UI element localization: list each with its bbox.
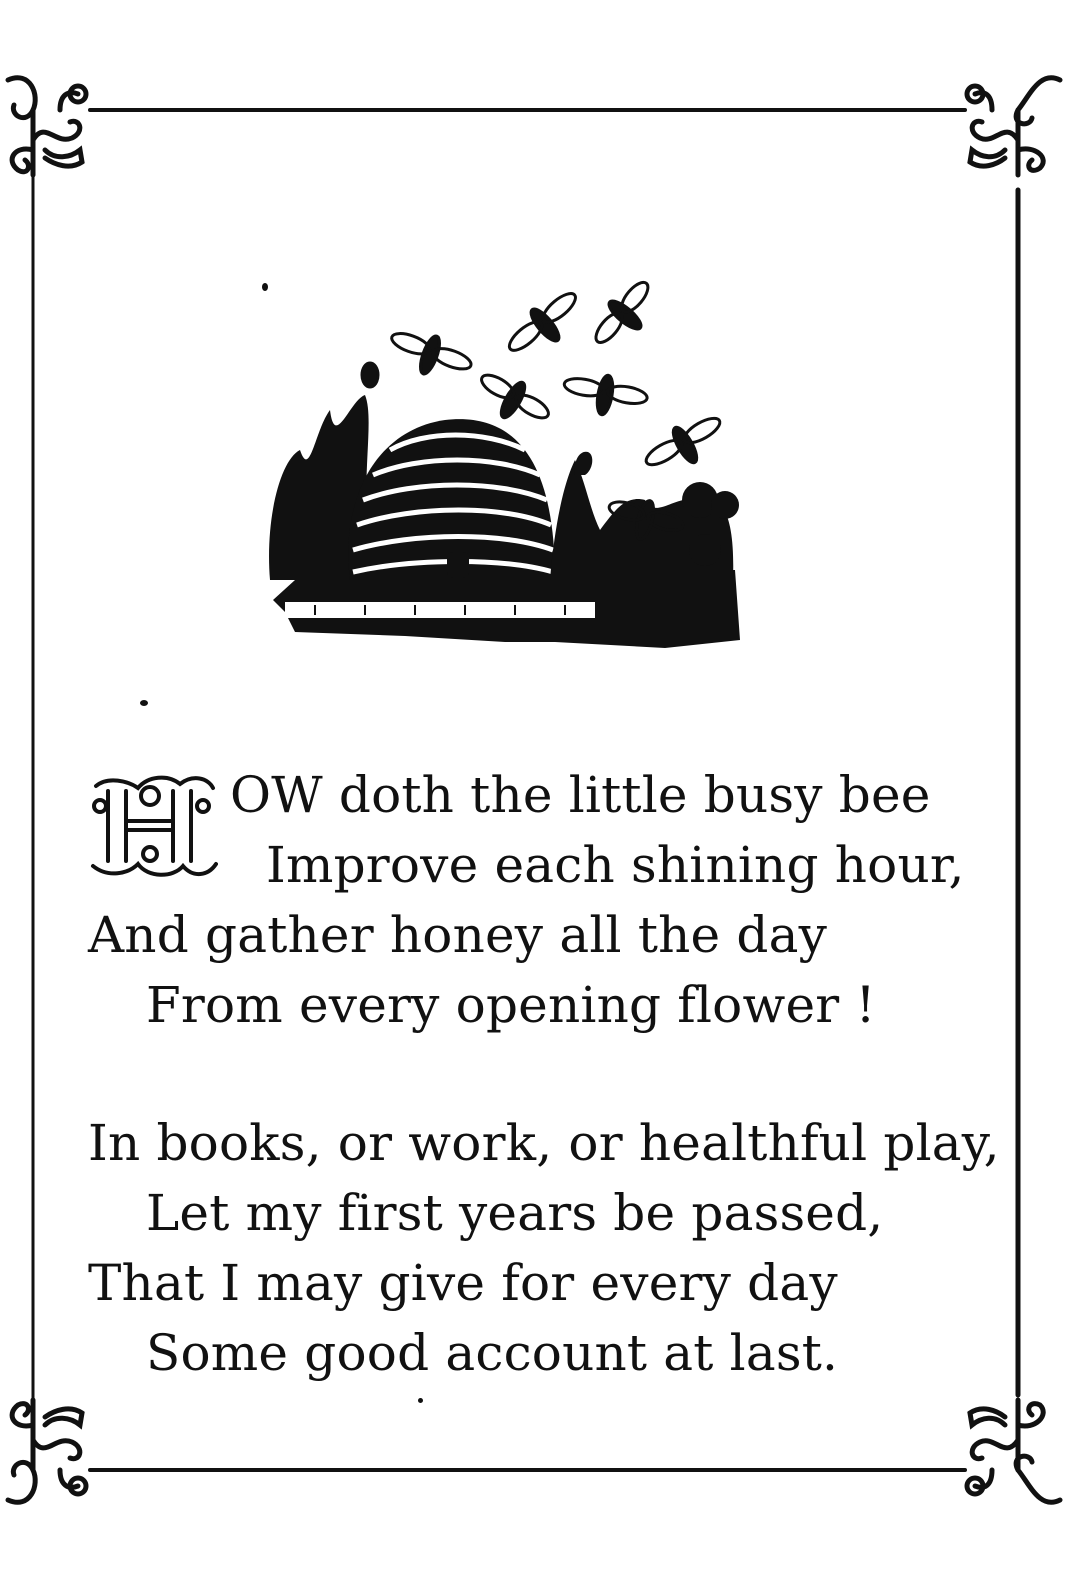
- stanza-1: [88, 760, 1018, 1040]
- beehive-icon: [269, 395, 740, 648]
- poem-line: Improve each shining hour,: [266, 836, 965, 894]
- poem-line: Some good account at last.: [146, 1324, 839, 1382]
- beehive-illustration: [255, 280, 745, 660]
- stanza-2: [88, 1108, 1018, 1388]
- poem-line: Let my first years be passed,: [146, 1184, 884, 1242]
- bee-icon: [639, 407, 732, 484]
- corner-flourish-bottom-left-icon: [8, 1400, 86, 1502]
- ink-speck: [262, 283, 268, 291]
- ink-speck: [418, 1398, 423, 1403]
- bee-icon: [500, 283, 590, 368]
- poem-line: In books, or work, or healthful play,: [88, 1114, 1000, 1172]
- bee-icon: [362, 363, 378, 387]
- bee-icon: [560, 368, 650, 422]
- ornamental-dropcap-icon: [88, 766, 218, 888]
- poem: [88, 760, 1018, 1388]
- bee-icon: [384, 322, 477, 388]
- corner-flourish-bottom-right-icon: [967, 1400, 1060, 1502]
- corner-flourish-top-right-icon: [967, 78, 1060, 175]
- poem-line-text: OW doth the little busy bee: [230, 766, 931, 824]
- ink-speck: [140, 700, 148, 706]
- poem-line: From every opening flower !: [146, 976, 876, 1034]
- poem-line: And gather honey all the day: [88, 906, 828, 964]
- poem-line: That I may give for every day: [88, 1254, 838, 1312]
- corner-flourish-top-left-icon: [8, 78, 86, 175]
- poem-line: [88, 760, 1018, 830]
- bee-icon: [585, 280, 664, 357]
